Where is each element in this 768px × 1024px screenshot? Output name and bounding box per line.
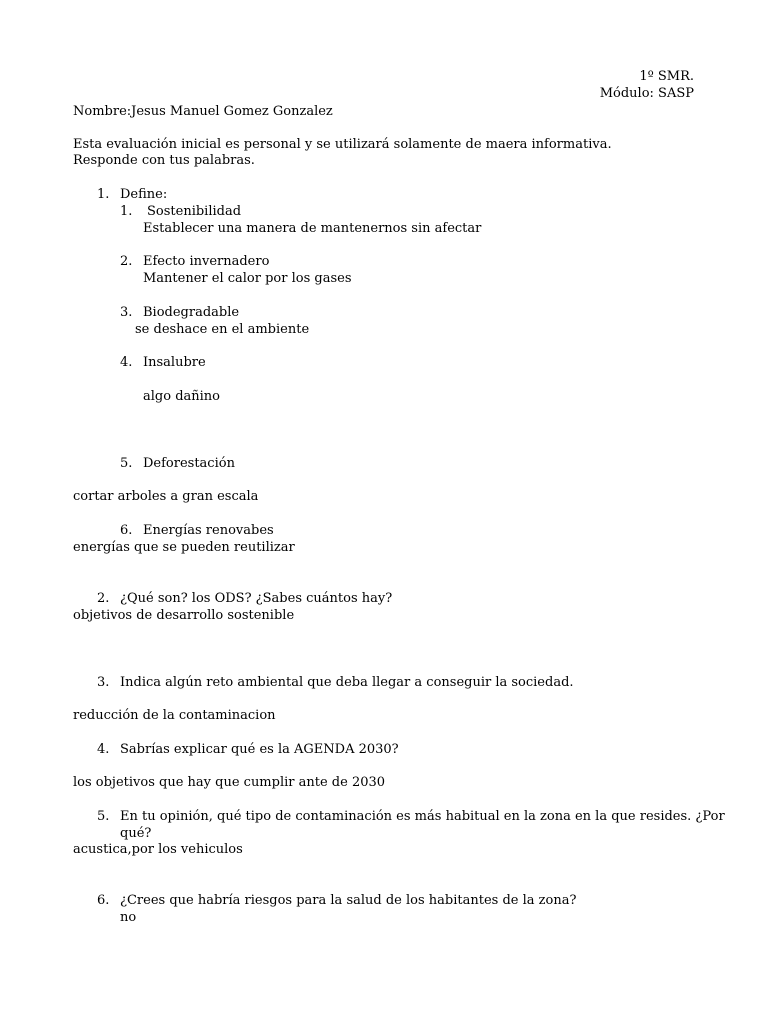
module-label: Módulo: SASP (599, 86, 694, 101)
intro-line-1: Esta evaluación inicial es personal y se utilizará solamente de maera informativa. (73, 137, 612, 152)
intro-line-2: Responde con tus palabras. (73, 153, 255, 168)
q1-item-2-answer: Mantener el calor por los gases (143, 271, 352, 286)
q1-item-2-number: 2. (120, 254, 133, 269)
q3-question: Indica algún reto ambiental que deba llegar a conseguir la sociedad. (120, 675, 574, 690)
q1-item-4-term: Insalubre (143, 355, 206, 370)
q2-question: ¿Qué son? los ODS? ¿Sabes cuántos hay? (120, 591, 393, 606)
q1-item-4-number: 4. (120, 355, 133, 370)
q1-label: Define: (120, 187, 168, 202)
q2-answer: objetivos de desarrollo sostenible (73, 608, 295, 623)
q3-number: 3. (97, 675, 110, 690)
q1-item-6-answer: energías que se pueden reutilizar (73, 540, 295, 555)
q1-item-3-term: Biodegradable (143, 305, 240, 320)
q1-item-5-term: Deforestación (143, 456, 235, 471)
q1-item-3-number: 3. (120, 305, 133, 320)
q5-number: 5. (97, 809, 110, 824)
q4-question: Sabrías explicar qué es la AGENDA 2030? (120, 742, 399, 757)
q6-question: ¿Crees que habría riesgos para la salud de los habitantes de la zona? (120, 893, 577, 908)
q2-number: 2. (97, 591, 110, 606)
q6-number: 6. (97, 893, 110, 908)
q5-question-line-1: En tu opinión, qué tipo de contaminación es más habitual en la zona en la que resides. ¿Por (120, 809, 725, 824)
q1-item-1-answer: Establecer una manera de mantenernos sin afectar (143, 221, 482, 236)
q5-answer: acustica,por los vehiculos (73, 842, 243, 857)
q5-question-line-2: qué? (120, 826, 152, 841)
q1-number: 1. (97, 187, 110, 202)
course-label: 1º SMR. (639, 69, 694, 84)
q1-item-6-number: 6. (120, 523, 133, 538)
q1-item-1-number: 1. (120, 204, 133, 219)
student-name: Nombre:Jesus Manuel Gomez Gonzalez (73, 104, 333, 119)
q1-item-4-answer: algo dañino (143, 389, 220, 404)
q1-item-1-term: Sostenibilidad (147, 204, 242, 219)
q3-answer: reducción de la contaminacion (73, 708, 276, 723)
q6-answer: no (120, 910, 137, 925)
q1-item-5-number: 5. (120, 456, 133, 471)
q4-number: 4. (97, 742, 110, 757)
q4-answer: los objetivos que hay que cumplir ante de 2030 (73, 775, 386, 790)
q1-item-6-term: Energías renovabes (143, 523, 274, 538)
q1-item-5-answer: cortar arboles a gran escala (73, 489, 259, 504)
q1-item-3-answer: se deshace en el ambiente (135, 322, 310, 337)
q1-item-2-term: Efecto invernadero (143, 254, 270, 269)
